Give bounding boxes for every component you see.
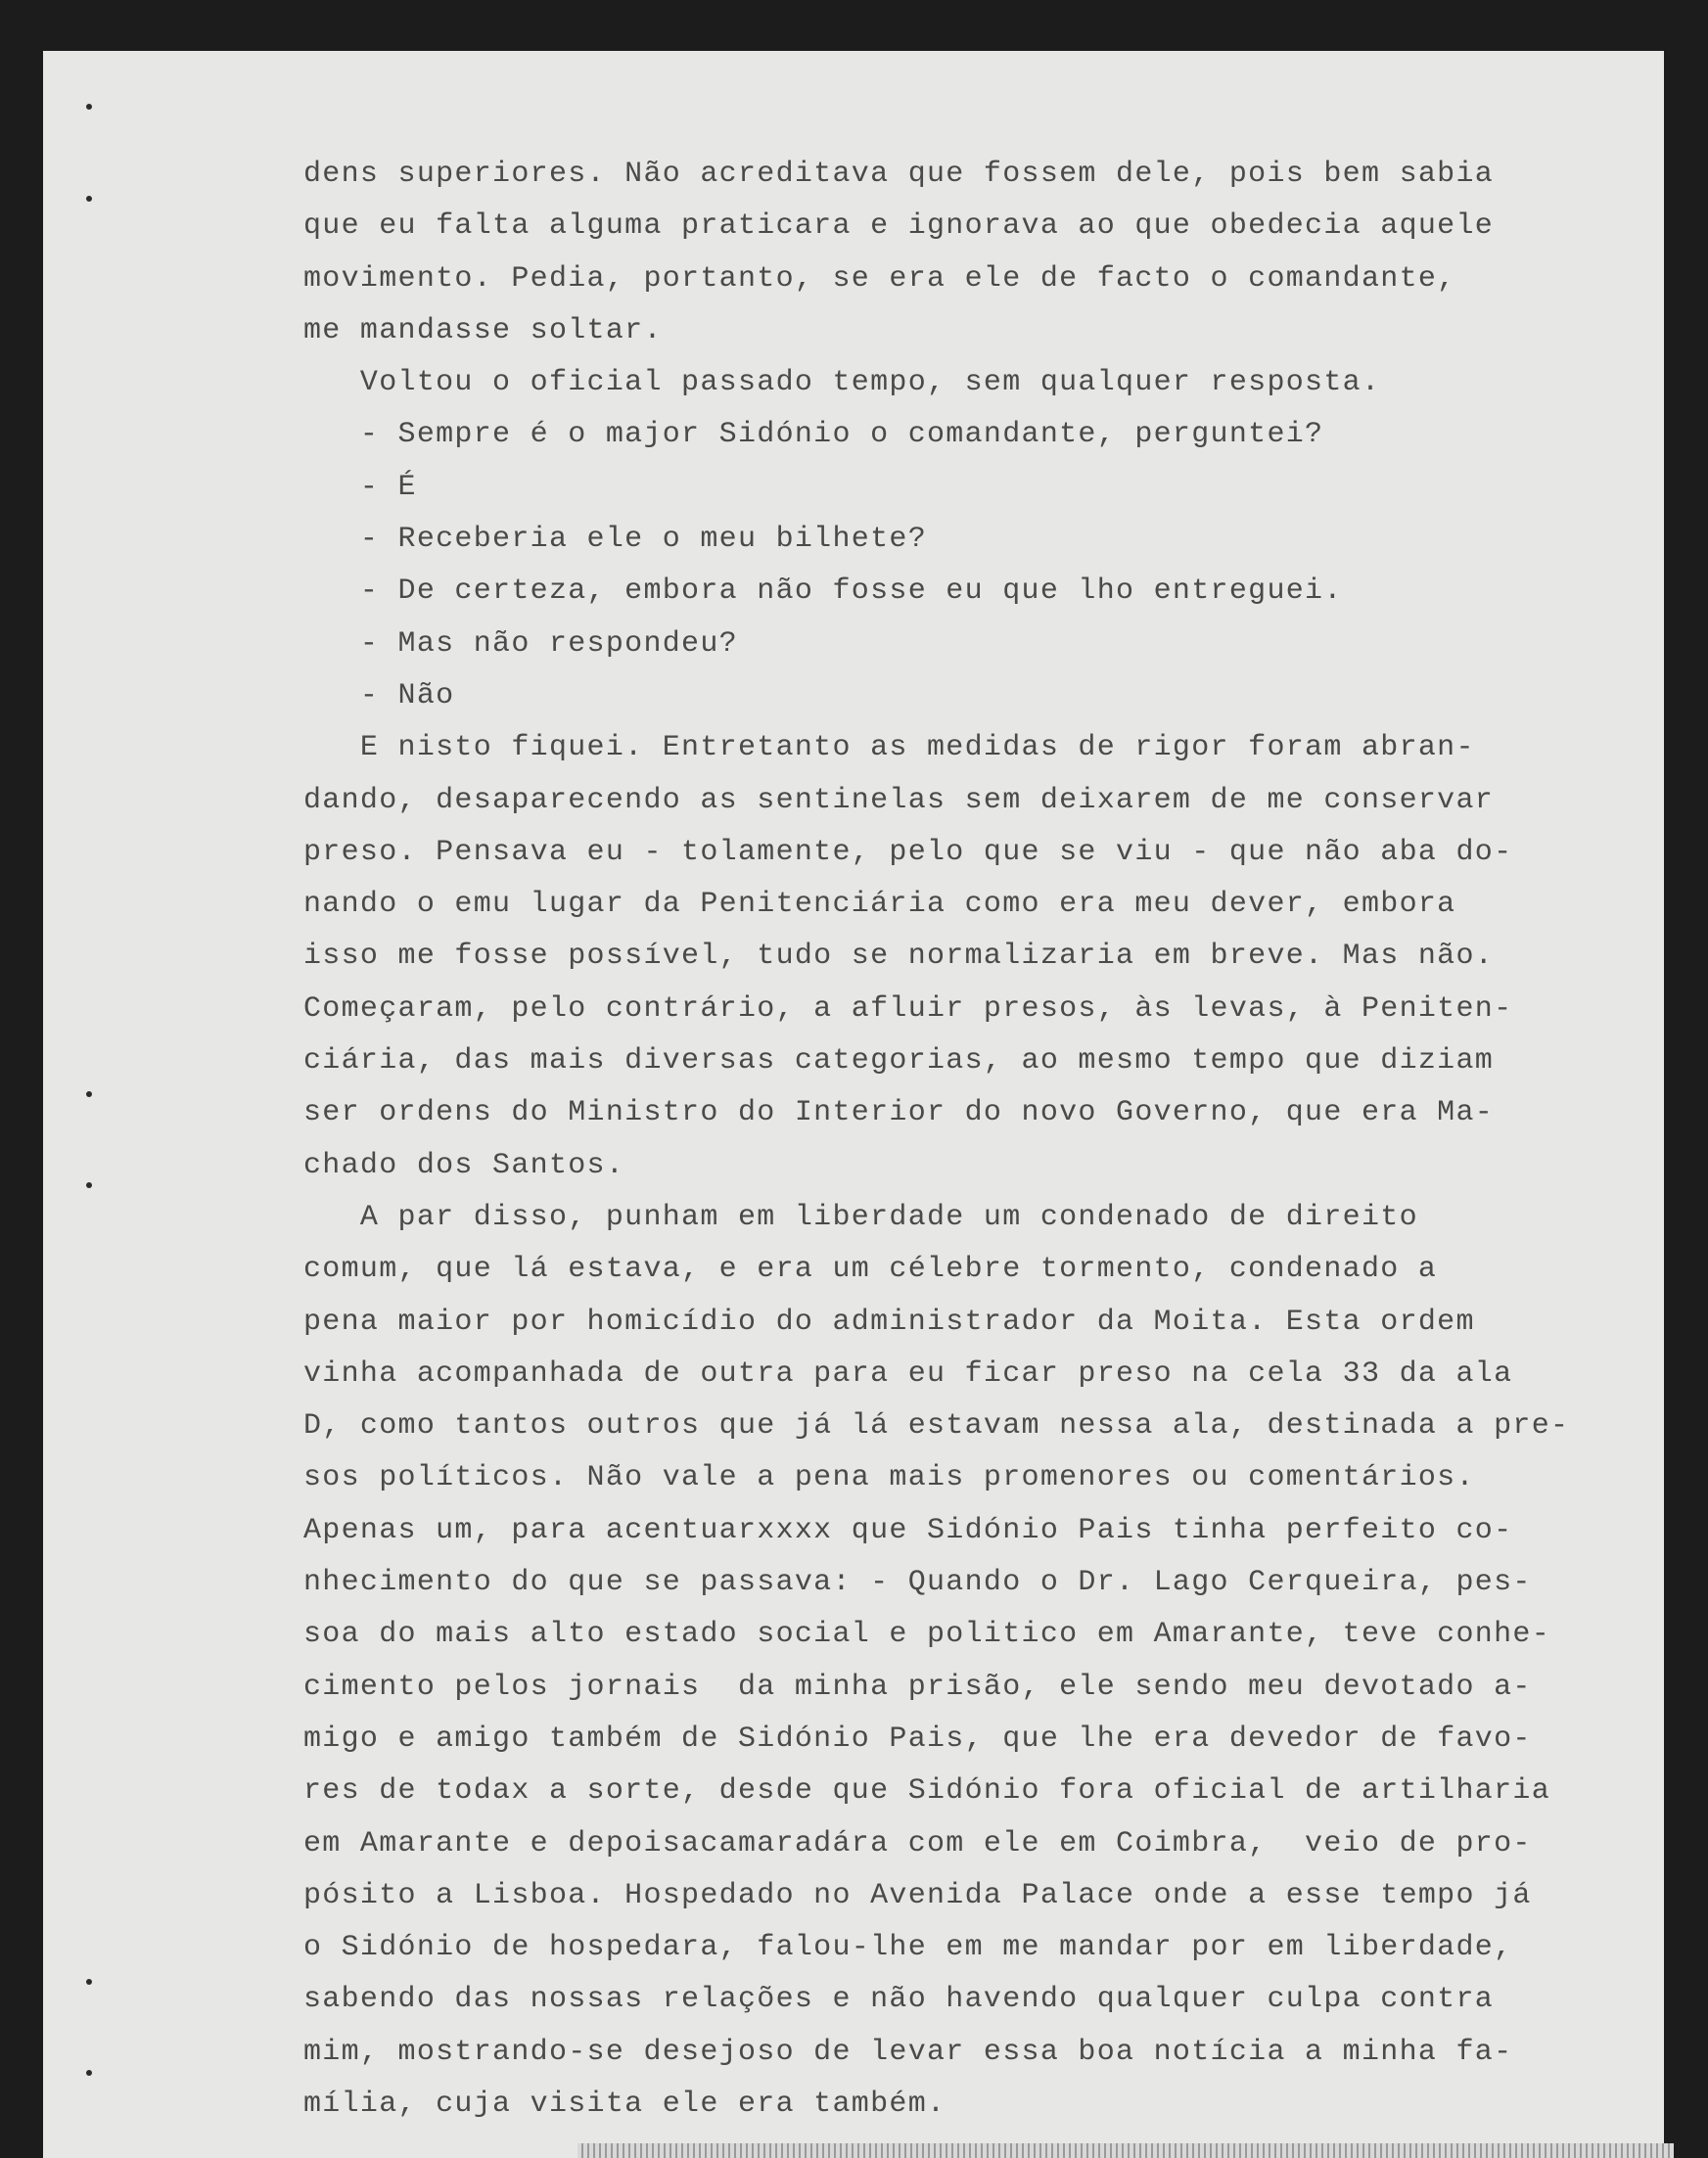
text-line: migo e amigo também de Sidónio Pais, que lhe era devedor de favo- — [303, 1722, 1532, 1756]
text-line: chado dos Santos. — [303, 1148, 625, 1182]
text-line: isso me fosse possível, tudo se normalizaria em breve. Mas não. — [303, 940, 1495, 974]
text-line: ciária, das mais diversas categorias, ao mesmo tempo que diziam — [303, 1044, 1495, 1079]
text-line: movimento. Pedia, portanto, se era ele de facto o comandante, — [303, 261, 1456, 296]
text-line: - É — [303, 470, 417, 504]
text-line: dando, desaparecendo as sentinelas sem deixarem de me conservar — [303, 783, 1495, 817]
text-line: vinha acompanhada de outra para eu ficar preso na cela 33 da ala — [303, 1356, 1513, 1391]
text-line: em Amarante e depoisacamaradára com ele em Coimbra, veio de pro- — [303, 1826, 1532, 1860]
text-line: nando o emu lugar da Penitenciária como era meu dever, embora — [303, 888, 1456, 922]
text-line: comum, que lá estava, e era um célebre tormento, condenado a — [303, 1253, 1438, 1287]
text-line: res de todax a sorte, desde que Sidónio fora oficial de artilharia — [303, 1774, 1550, 1809]
text-line: cimento pelos jornais da minha prisão, ele sendo meu devotado a- — [303, 1670, 1532, 1704]
punch-hole-3 — [86, 1091, 92, 1097]
scanner-ruler-strip — [577, 2143, 1674, 2158]
text-line: D, como tantos outros que já lá estavam nessa ala, destinada a pre- — [303, 1409, 1570, 1444]
text-line: dens superiores. Não acreditava que fossem dele, pois bem sabia — [303, 158, 1495, 191]
text-line: E nisto fiquei. Entretanto as medidas de rigor foram abran- — [303, 731, 1475, 765]
text-line: soa do mais alto estado social e politico em Amarante, teve conhe- — [303, 1618, 1550, 1652]
text-line: mília, cuja visita ele era também. — [303, 2087, 946, 2121]
text-line: Começaram, pelo contrário, a afluir presos, às levas, à Peniten- — [303, 991, 1513, 1026]
text-line: o Sidónio de hospedara, falou-lhe em me mandar por em liberdade, — [303, 1931, 1513, 1965]
punch-hole-4 — [86, 1182, 92, 1188]
text-line: que eu falta alguma praticara e ignorava ao que obedecia aquele — [303, 209, 1495, 244]
typewritten-text — [303, 149, 1605, 2131]
punch-hole-5 — [86, 1979, 92, 1985]
page-right-edge — [1664, 0, 1708, 2158]
text-line: nhecimento do que se passava: - Quando o Dr. Lago Cerqueira, pes- — [303, 1566, 1532, 1600]
text-line: pena maior por homicídio do administrador da Moita. Esta ordem — [303, 1305, 1475, 1339]
text-line: A par disso, punham em liberdade um condenado de direito — [303, 1200, 1418, 1234]
text-line: mim, mostrando-se desejoso de levar essa boa notícia a minha fa- — [303, 2035, 1513, 2069]
text-line: - De certeza, embora não fosse eu que lho entreguei. — [303, 574, 1343, 609]
text-line: - Sempre é o major Sidónio o comandante, perguntei? — [303, 418, 1324, 452]
text-line: sos políticos. Não vale a pena mais promenores ou comentários. — [303, 1461, 1475, 1495]
text-line: - Receberia ele o meu bilhete? — [303, 523, 927, 557]
text-line: Apenas um, para acentuarxxxx que Sidónio Pais tinha perfeito co- — [303, 1513, 1513, 1547]
text-line: sabendo das nossas relações e não havendo qualquer culpa contra — [303, 1983, 1495, 2017]
text-line: ser ordens do Ministro do Interior do novo Governo, que era Ma- — [303, 1096, 1495, 1130]
punch-hole-1 — [86, 104, 92, 110]
text-line: preso. Pensava eu - tolamente, pelo que se viu - que não aba do- — [303, 835, 1513, 869]
text-line: me mandasse soltar. — [303, 313, 663, 347]
text-line: - Não — [303, 678, 455, 712]
punch-hole-2 — [86, 196, 92, 202]
text-line: - Mas não respondeu? — [303, 626, 738, 661]
punch-hole-6 — [86, 2070, 92, 2076]
text-line: pósito a Lisboa. Hospedado no Avenida Palace onde a esse tempo já — [303, 1878, 1532, 1912]
text-line: Voltou o oficial passado tempo, sem qualquer resposta. — [303, 366, 1381, 400]
